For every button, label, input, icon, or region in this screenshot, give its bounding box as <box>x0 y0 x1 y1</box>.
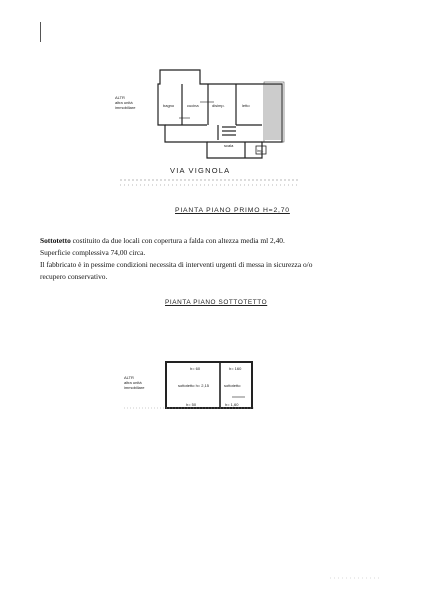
description-bold: Sottotetto <box>40 236 71 245</box>
description-line-3: Il fabbricato è in pessime condizioni necessita di interventi urgenti di messa in sicurezza o/o <box>40 260 313 269</box>
room-label-ing: ing. <box>257 148 264 153</box>
room-label-disimp: disimp. <box>212 103 225 108</box>
altra-unita-label-3: immobiliare <box>115 105 136 110</box>
description-line-2: Superficie complessiva 74,00 circa. <box>40 248 146 257</box>
room-label-scala: scala <box>224 143 234 148</box>
altra-unita-label-b: altra unità <box>124 380 142 385</box>
street-label: VIA VIGNOLA <box>170 166 231 175</box>
caption-attic-floor: PIANTA PIANO SOTTOTETTO <box>165 299 268 306</box>
caption-first-floor: PIANTA PIANO PRIMO H=2,70 <box>175 207 290 214</box>
room-label-sottotetto-main: sottotetto h= 2,15 <box>178 383 210 388</box>
description-line1-rest: costituito da due locali con copertura a falda con altezza media ml 2,40. <box>70 236 285 245</box>
altra-unita-label-a: ALTR <box>124 375 134 380</box>
altra-unita-label-1: ALTR <box>115 95 125 100</box>
height-label-top-left: h= 60 <box>190 366 201 371</box>
room-label-cucina: cucina <box>187 103 199 108</box>
height-label-top-right: h= 160 <box>229 366 242 371</box>
room-label-letto: letto <box>242 103 250 108</box>
first-floor-plan <box>158 70 282 158</box>
altra-unita-label-c: immobiliare <box>124 385 145 390</box>
altra-unita-label-2: altra unità <box>115 100 133 105</box>
description-line-1 <box>40 235 380 247</box>
room-label-bagno: bagno <box>163 103 175 108</box>
balcony-hatch <box>264 82 284 142</box>
description-line-4: recupero conservativo. <box>40 272 108 281</box>
height-label-bottom-left: h= 50 <box>186 402 197 407</box>
room-label-sottotetto-small: sottotetto <box>224 383 241 388</box>
description-text <box>40 235 380 283</box>
height-label-bottom-right: h= 1,60 <box>225 402 239 407</box>
